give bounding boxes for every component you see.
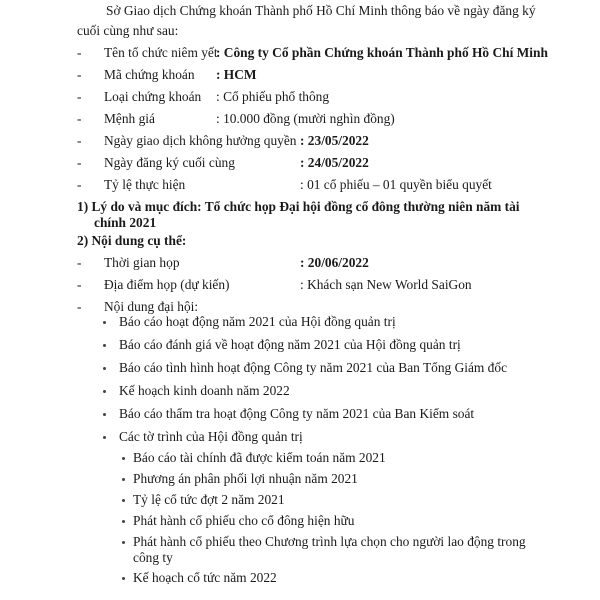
agenda-item: Báo cáo tình hình hoạt động Công ty năm 2021 của Ban Tổng Giám đốc: [119, 360, 508, 375]
field-label-par-value: Mệnh giá: [104, 111, 155, 126]
field-dash: -: [77, 111, 82, 126]
field-value-meeting-venue: : Khách sạn New World SaiGon: [300, 277, 472, 292]
field-value-ratio: : 01 cổ phiếu – 01 quyền biểu quyết: [300, 177, 492, 192]
agenda-item: Báo cáo hoạt động năm 2021 của Hội đồng quản trị: [119, 314, 396, 329]
bullet-icon: [122, 577, 125, 580]
section-1-heading: 1) Lý do và mục đích: Tổ chức họp Đại hội đồng cổ đông thường niên năm tài: [77, 199, 520, 214]
agenda-label: Nội dung đại hội:: [104, 299, 199, 314]
field-value-ex-rights-date: : 23/05/2022: [300, 133, 369, 148]
field-dash: -: [77, 133, 82, 148]
field-value-ticker: : HCM: [216, 67, 257, 82]
field-label-ex-rights-date: Ngày giao dịch không hưởng quyền: [104, 133, 297, 148]
field-label-security-type: Loại chứng khoán: [104, 89, 202, 104]
bullet-icon: [122, 478, 125, 481]
bullet-icon: [122, 520, 125, 523]
field-dash: -: [77, 177, 82, 192]
bullet-icon: [103, 436, 106, 439]
field-value-security-type: : Cổ phiếu phổ thông: [216, 89, 330, 104]
agenda-item: Kế hoạch kinh doanh năm 2022: [119, 383, 290, 398]
proposal-item-cont: công ty: [133, 550, 173, 565]
intro-line-1: Sở Giao dịch Chứng khoán Thành phố Hồ Chí Minh thông báo về ngày đăng ký: [106, 3, 536, 18]
field-label-meeting-venue: Địa điểm họp (dự kiến): [104, 277, 230, 292]
proposal-item: Tỷ lệ cổ tức đợt 2 năm 2021: [133, 492, 285, 507]
field-label-ticker: Mã chứng khoán: [104, 67, 195, 82]
bullet-icon: [103, 390, 106, 393]
field-dash: -: [77, 299, 82, 314]
field-label-record-date: Ngày đăng ký cuối cùng: [104, 155, 235, 170]
section-2-heading: 2) Nội dung cụ thể:: [77, 233, 187, 248]
field-label-ratio: Tỷ lệ thực hiện: [104, 177, 186, 192]
field-dash: -: [77, 89, 82, 104]
bullet-icon: [103, 344, 106, 347]
proposal-item: Kế hoạch cổ tức năm 2022: [133, 570, 277, 585]
proposal-item: Phát hành cổ phiếu cho cổ đông hiện hữu: [133, 513, 355, 528]
proposal-item: Báo cáo tài chính đã được kiểm toán năm 2021: [133, 450, 386, 465]
bullet-icon: [122, 499, 125, 502]
bullet-icon: [103, 367, 106, 370]
field-dash: -: [77, 67, 82, 82]
field-dash: -: [77, 277, 82, 292]
proposal-item: Phát hành cổ phiếu theo Chương trình lựa chọn cho người lao động trong: [133, 534, 526, 549]
bullet-icon: [122, 541, 125, 544]
agenda-item: Báo cáo thẩm tra hoạt động Công ty năm 2021 của Ban Kiểm soát: [119, 406, 475, 421]
field-label-meeting-time: Thời gian họp: [104, 255, 180, 270]
section-1-heading-cont: chính 2021: [94, 215, 157, 230]
intro-line-2: cuối cùng như sau:: [77, 23, 179, 38]
field-value-organization: : Công ty Cổ phần Chứng khoán Thành phố Hồ Chí Minh: [216, 45, 548, 60]
field-dash: -: [77, 45, 82, 60]
field-label-organization: Tên tổ chức niêm yết: [104, 45, 218, 60]
bullet-icon: [122, 457, 125, 460]
field-dash: -: [77, 255, 82, 270]
field-value-record-date: : 24/05/2022: [300, 155, 369, 170]
field-dash: -: [77, 155, 82, 170]
agenda-item: Báo cáo đánh giá về hoạt động năm 2021 của Hội đồng quản trị: [119, 337, 461, 352]
agenda-item: Các tờ trình của Hội đồng quản trị: [119, 429, 303, 444]
field-value-meeting-time: : 20/06/2022: [300, 255, 369, 270]
field-value-par-value: : 10.000 đồng (mười nghìn đồng): [216, 111, 395, 126]
proposal-item: Phương án phân phối lợi nhuận năm 2021: [133, 471, 358, 486]
bullet-icon: [103, 321, 106, 324]
bullet-icon: [103, 413, 106, 416]
